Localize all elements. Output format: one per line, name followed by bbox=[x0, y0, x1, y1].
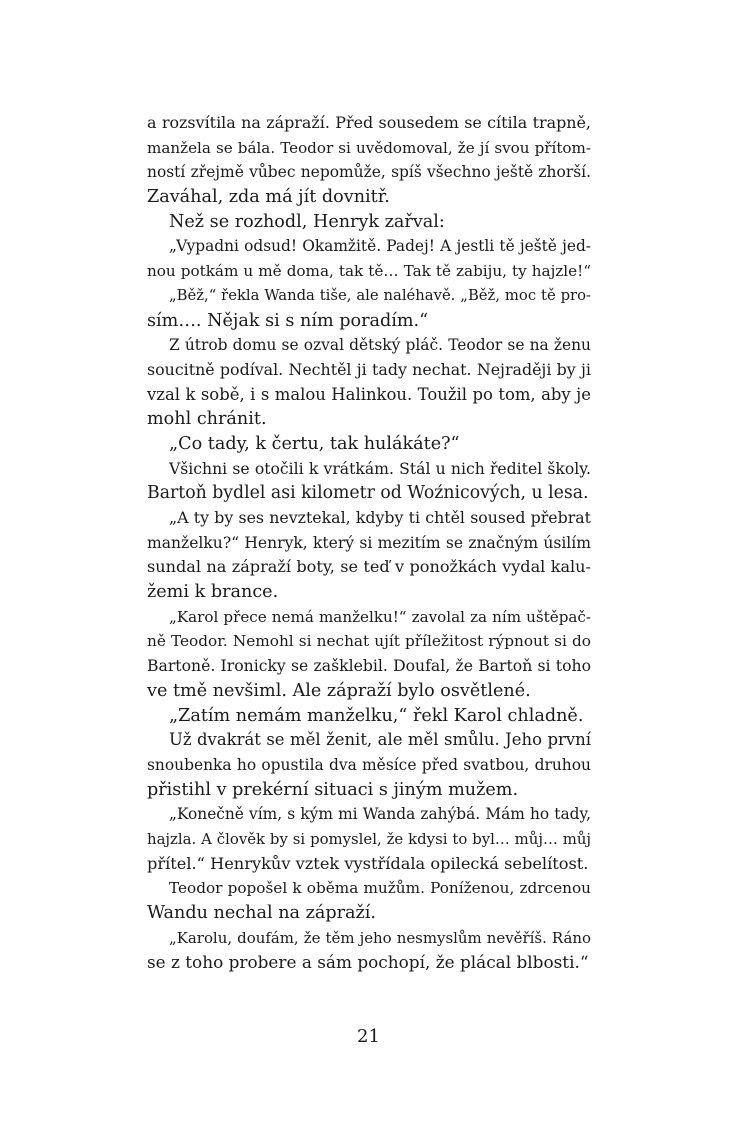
text-line: vzal k sobě, i s malou Halinkou. Toužil po tom, aby je bbox=[147, 384, 591, 404]
text-line: snoubenka ho opustila dva měsíce před svatbou, druhou bbox=[147, 755, 591, 774]
text-line: „Karol přece nemá manželku!“ zavolal za ním uštěpač- bbox=[169, 607, 591, 626]
text-line: přítel.“ Henrykův vztek vystřídala opilecká sebelítost. bbox=[147, 853, 589, 873]
text-line: „Co tady, k čertu, tak hulákáte?“ bbox=[169, 433, 460, 454]
text-line: „Karolu, doufám, že těm jeho nesmyslům nevěříš. Ráno bbox=[169, 928, 591, 947]
text-line: sundal na zápraží boty, se teď v ponožkách vydal kalu- bbox=[147, 557, 591, 577]
body-text bbox=[147, 111, 591, 975]
text-line: Všichni se otočili k vrátkám. Stál u nich ředitel školy. bbox=[169, 458, 591, 478]
text-line: ností zřejmě vůbec nepomůže, spíš všechno ještě zhorší. bbox=[147, 163, 591, 182]
text-line: Wandu nechal na zápraží. bbox=[147, 903, 377, 923]
text-line: Bartoň bydlel asi kilometr od Woźnicových, u lesa. bbox=[147, 483, 589, 504]
text-line: se z toho probere a sám pochopí, že plácal blbosti.“ bbox=[147, 952, 589, 973]
text-line: mohl chránit. bbox=[147, 409, 267, 430]
text-line: soucitně podíval. Nechtěl ji tady nechat. Nejraději by ji bbox=[147, 359, 591, 379]
text-line: „A ty by ses nevztekal, kdyby ti chtěl soused přebrat bbox=[169, 508, 591, 527]
text-line: ně Teodor. Nemohl si nechat ujít příležitost rýpnout si do bbox=[147, 632, 591, 651]
page-number: 21 bbox=[357, 1026, 380, 1047]
text-line: Teodor popošel k oběma mužům. Poníženou, zdrcenou bbox=[169, 879, 591, 898]
text-line: hajzla. A člověk by si pomyslel, že kdysi to byl… můj… můj bbox=[147, 829, 591, 848]
text-line: Z útrob domu se ozval dětský pláč. Teodor se na ženu bbox=[169, 336, 591, 355]
text-line: přistihl v prekérní situaci s jiným mužem. bbox=[147, 779, 519, 800]
text-line: „Vypadni odsud! Okamžitě. Padej! A jestli tě ještě jed- bbox=[169, 237, 591, 256]
text-line: sím…. Nějak si s ním poradím.“ bbox=[147, 310, 429, 331]
text-line: Bartoně. Ironicky se zašklebil. Doufal, že Bartoň si toho bbox=[147, 656, 591, 676]
text-line: manžela se bála. Teodor si uvědomoval, že jí svou přítom- bbox=[147, 138, 591, 157]
text-line: manželku?“ Henryk, který si mezitím se značným úsilím bbox=[147, 533, 591, 552]
text-line: Zaváhal, zda má jít dovnitř. bbox=[147, 187, 390, 208]
text-line: nou potkám u mě doma, tak tě… Tak tě zabiju, ty hajzle!“ bbox=[147, 262, 591, 281]
text-line: „Běž,“ řekla Wanda tiše, ale naléhavě. „Běž, moc tě pro- bbox=[169, 286, 591, 304]
text-line: Než se rozhodl, Henryk zařval: bbox=[169, 211, 445, 232]
text-line: ve tmě nevšiml. Ale zápraží bylo osvětlené. bbox=[147, 680, 531, 701]
text-line: a rozsvítila na zápraží. Před sousedem se cítila trapně, bbox=[147, 113, 591, 132]
text-line: Už dvakrát se měl ženit, ale měl smůlu. Jeho první bbox=[169, 730, 591, 750]
text-line: „Zatím nemám manželku,“ řekl Karol chladně. bbox=[169, 705, 584, 726]
text-line: žemi k brance. bbox=[147, 582, 279, 603]
text-line: „Konečně vím, s kým mi Wanda zahýbá. Mám ho tady, bbox=[169, 805, 591, 824]
